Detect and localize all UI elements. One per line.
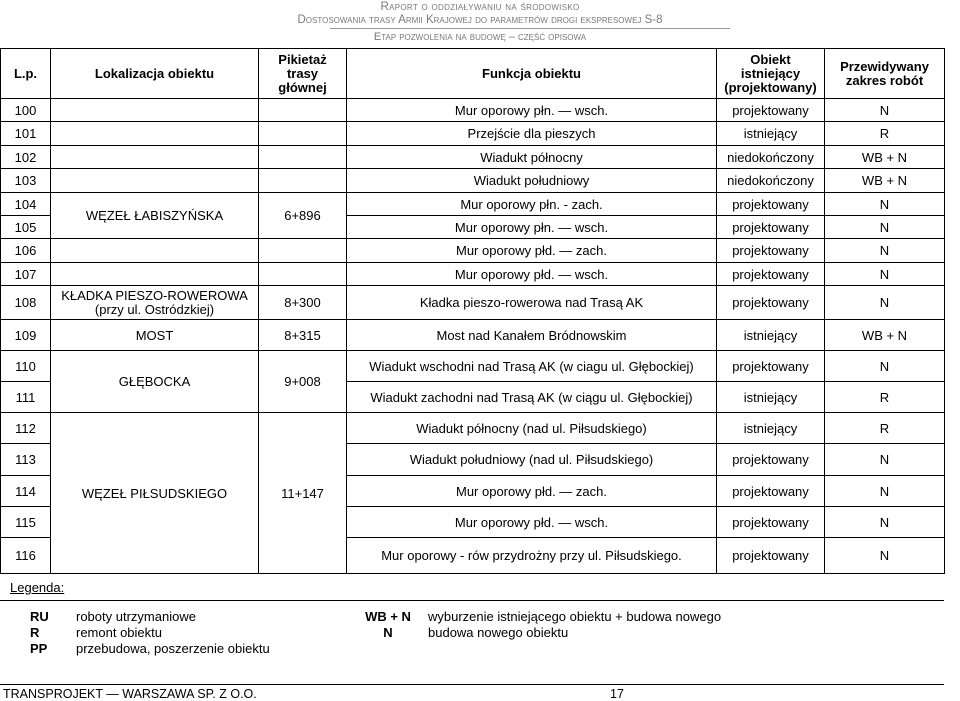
row-lp: 115 bbox=[1, 507, 51, 538]
row-function: Wiadukt południowy (nad ul. Piłsudskiego) bbox=[347, 444, 717, 476]
row-lp: 105 bbox=[1, 216, 51, 239]
row-chainage: 8+315 bbox=[259, 320, 347, 351]
col-header-lp: L.p. bbox=[1, 49, 51, 99]
row-chainage: 8+300 bbox=[259, 286, 347, 320]
row-scope: N bbox=[825, 444, 945, 476]
legend-codes-left bbox=[30, 609, 70, 657]
row-lp: 104 bbox=[1, 193, 51, 216]
row-function: Most nad Kanałem Bródnowskim bbox=[347, 320, 717, 351]
row-status: projektowany bbox=[717, 444, 825, 476]
legend-descs-right bbox=[428, 609, 828, 641]
row-status: projektowany bbox=[717, 507, 825, 538]
legend-code: PP bbox=[30, 641, 48, 656]
row-status: projektowany bbox=[717, 193, 825, 216]
header-divider bbox=[330, 28, 730, 29]
row-function: Mur oporowy płd. — wsch. bbox=[347, 507, 717, 538]
table-row bbox=[1, 263, 945, 286]
row-status: istniejący bbox=[717, 320, 825, 351]
legend-desc: przebudowa, poszerzenie obiektu bbox=[76, 641, 270, 656]
row-function: Mur oporowy płn. - zach. bbox=[347, 193, 717, 216]
row-scope: N bbox=[825, 351, 945, 382]
row-status: niedokończony bbox=[717, 169, 825, 193]
row-function: Wiadukt północny (nad ul. Piłsudskiego) bbox=[347, 413, 717, 444]
row-function: Kładka pieszo-rowerowa nad Trasą AK bbox=[347, 286, 717, 320]
legend-divider bbox=[0, 600, 944, 601]
row-scope: R bbox=[825, 382, 945, 413]
row-scope: N bbox=[825, 538, 945, 574]
legend-code: WB + N bbox=[365, 609, 411, 624]
row-status: projektowany bbox=[717, 351, 825, 382]
row-location bbox=[51, 263, 259, 286]
header-line-1: Raport o oddziaływaniu na środowisko bbox=[380, 1, 580, 13]
row-chainage bbox=[259, 99, 347, 122]
col-header-status: Obiekt istniejący (projektowany) bbox=[717, 49, 825, 99]
table-row bbox=[1, 99, 945, 122]
row-location bbox=[51, 239, 259, 263]
legend-codes-right bbox=[358, 609, 418, 641]
row-lp: 107 bbox=[1, 263, 51, 286]
footer-company: TRANSPROJEKT — WARSZAWA SP. Z O.O. bbox=[3, 687, 257, 701]
row-scope: N bbox=[825, 476, 945, 507]
row-function: Przejście dla pieszych bbox=[347, 122, 717, 146]
row-status: istniejący bbox=[717, 122, 825, 146]
legend-descs-left bbox=[76, 609, 336, 657]
header-line-2: Dostosowania trasy Armii Krajowej do parametrów drogi ekspresowej S-8 bbox=[297, 14, 663, 26]
table-row bbox=[1, 146, 945, 169]
table-row bbox=[1, 169, 945, 193]
row-chainage bbox=[259, 239, 347, 263]
row-lp: 102 bbox=[1, 146, 51, 169]
table-row bbox=[1, 413, 945, 444]
row-location: KŁADKA PIESZO-ROWEROWA (przy ul. Ostródzkiej) bbox=[51, 286, 259, 320]
row-scope: WB + N bbox=[825, 169, 945, 193]
row-lp: 114 bbox=[1, 476, 51, 507]
row-lp: 101 bbox=[1, 122, 51, 146]
row-location: GŁĘBOCKA bbox=[51, 351, 259, 413]
page-number: 17 bbox=[610, 687, 624, 701]
row-function: Mur oporowy płd. — wsch. bbox=[347, 263, 717, 286]
row-chainage bbox=[259, 122, 347, 146]
table-row bbox=[1, 122, 945, 146]
legend-desc: remont obiektu bbox=[76, 625, 162, 640]
row-chainage: 11+147 bbox=[259, 413, 347, 574]
row-status: projektowany bbox=[717, 99, 825, 122]
row-function: Wiadukt północny bbox=[347, 146, 717, 169]
row-function: Mur oporowy płd. — zach. bbox=[347, 239, 717, 263]
legend-title: Legenda: bbox=[10, 580, 65, 595]
row-status: projektowany bbox=[717, 538, 825, 574]
row-status: projektowany bbox=[717, 239, 825, 263]
row-location: WĘZEŁ PIŁSUDSKIEGO bbox=[51, 413, 259, 574]
row-status: istniejący bbox=[717, 413, 825, 444]
legend-desc: budowa nowego obiektu bbox=[428, 625, 569, 640]
table-row bbox=[1, 351, 945, 382]
row-location: MOST bbox=[51, 320, 259, 351]
row-lp: 112 bbox=[1, 413, 51, 444]
row-location bbox=[51, 122, 259, 146]
row-location: WĘZEŁ ŁABISZYŃSKA bbox=[51, 193, 259, 239]
row-lp: 110 bbox=[1, 351, 51, 382]
row-scope: N bbox=[825, 263, 945, 286]
row-scope: N bbox=[825, 286, 945, 320]
legend-code: RU bbox=[30, 609, 49, 624]
col-header-scope: Przewidywany zakres robót bbox=[825, 49, 945, 99]
row-function: Wiadukt wschodni nad Trasą AK (w ciagu ul. Głębockiej) bbox=[347, 351, 717, 382]
row-location bbox=[51, 99, 259, 122]
row-lp: 103 bbox=[1, 169, 51, 193]
legend-desc: wyburzenie istniejącego obiektu + budowa nowego bbox=[428, 609, 722, 624]
objects-table bbox=[0, 48, 945, 574]
row-status: projektowany bbox=[717, 216, 825, 239]
header-line-3: Etap pozwolenia na budowę – część opisowa bbox=[373, 31, 587, 43]
table-row bbox=[1, 239, 945, 263]
row-function: Wiadukt południowy bbox=[347, 169, 717, 193]
row-lp: 109 bbox=[1, 320, 51, 351]
row-scope: N bbox=[825, 193, 945, 216]
row-location bbox=[51, 146, 259, 169]
row-scope: N bbox=[825, 239, 945, 263]
row-scope: R bbox=[825, 413, 945, 444]
row-scope: N bbox=[825, 99, 945, 122]
row-function: Wiadukt zachodni nad Trasą AK (w ciągu ul. Głębockiej) bbox=[347, 382, 717, 413]
table-row bbox=[1, 286, 945, 320]
row-status: projektowany bbox=[717, 476, 825, 507]
row-function: Mur oporowy płd. — zach. bbox=[347, 476, 717, 507]
row-lp: 108 bbox=[1, 286, 51, 320]
row-function: Mur oporowy płn. — wsch. bbox=[347, 216, 717, 239]
row-lp: 116 bbox=[1, 538, 51, 574]
legend-code: N bbox=[383, 625, 393, 640]
row-chainage: 9+008 bbox=[259, 351, 347, 413]
table-header-row bbox=[1, 49, 945, 99]
row-status: projektowany bbox=[717, 286, 825, 320]
row-scope: N bbox=[825, 216, 945, 239]
row-status: niedokończony bbox=[717, 146, 825, 169]
row-function: Mur oporowy płn. — wsch. bbox=[347, 99, 717, 122]
row-scope: WB + N bbox=[825, 146, 945, 169]
row-function: Mur oporowy - rów przydrożny przy ul. Piłsudskiego. bbox=[347, 538, 717, 574]
legend-desc: roboty utrzymaniowe bbox=[76, 609, 196, 624]
row-lp: 113 bbox=[1, 444, 51, 476]
col-header-chainage: Pikietaż trasy głównej bbox=[259, 49, 347, 99]
col-header-function: Funkcja obiektu bbox=[347, 49, 717, 99]
row-chainage bbox=[259, 263, 347, 286]
row-lp: 106 bbox=[1, 239, 51, 263]
row-scope: WB + N bbox=[825, 320, 945, 351]
row-status: istniejący bbox=[717, 382, 825, 413]
row-status: projektowany bbox=[717, 263, 825, 286]
legend-code: R bbox=[30, 625, 40, 640]
row-scope: N bbox=[825, 507, 945, 538]
row-chainage bbox=[259, 146, 347, 169]
row-scope: R bbox=[825, 122, 945, 146]
footer-divider bbox=[0, 684, 944, 685]
row-chainage: 6+896 bbox=[259, 193, 347, 239]
row-chainage bbox=[259, 169, 347, 193]
table-row bbox=[1, 193, 945, 216]
row-lp: 111 bbox=[1, 382, 51, 413]
row-location bbox=[51, 169, 259, 193]
row-lp: 100 bbox=[1, 99, 51, 122]
table-row bbox=[1, 320, 945, 351]
col-header-location: Lokalizacja obiektu bbox=[51, 49, 259, 99]
